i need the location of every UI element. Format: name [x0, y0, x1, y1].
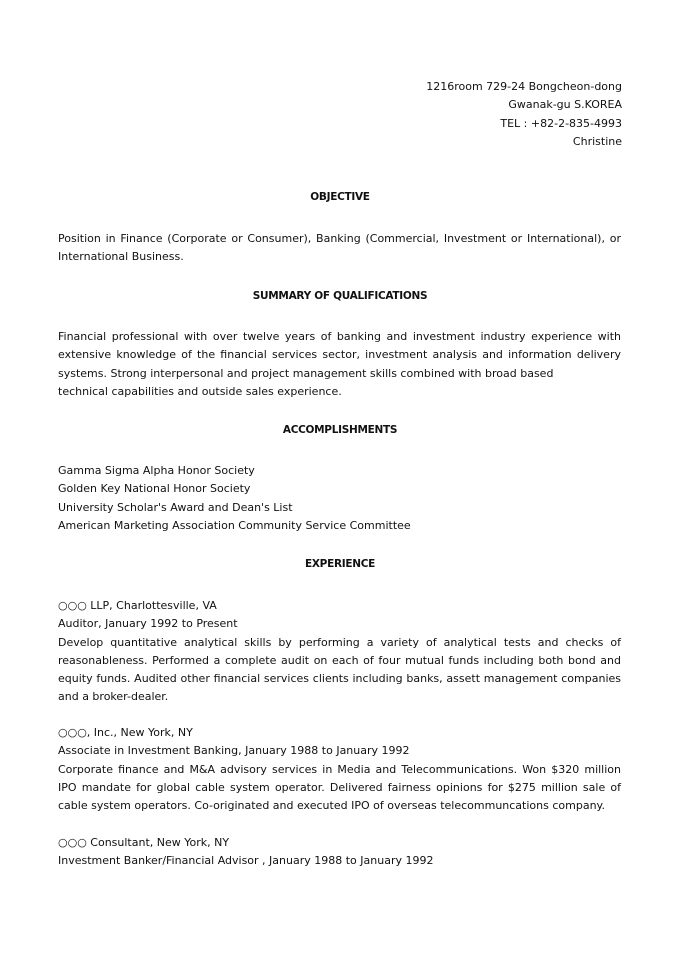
job-role: Investment Banker/Financial Advisor , January 1988 to January 1992: [58, 854, 434, 868]
summary-line: extensive knowledge of the financial services sector, investment analysis and information delivery: [58, 348, 621, 362]
objective-heading: OBJECTIVE: [310, 191, 370, 203]
summary-text: [58, 328, 621, 401]
candidate-name: Christine: [572, 134, 622, 148]
job-description-line: IPO mandate for global cable system operator. Delivered fairness opinions for $275 million sale of: [58, 780, 621, 794]
summary-heading: SUMMARY OF QUALIFICATIONS: [252, 290, 428, 302]
job-entry: [58, 834, 621, 871]
experience-heading: EXPERIENCE: [305, 558, 375, 570]
accomplishment-item: Golden Key National Honor Society: [58, 482, 251, 496]
job-entry: [58, 724, 621, 815]
accomplishment-item: University Scholar's Award and Dean's List: [58, 500, 293, 514]
job-description-line: Develop quantitative analytical skills by performing a variety of analytical tests and checks of: [58, 635, 621, 649]
accomplishments-list: [58, 462, 621, 535]
objective-line: International Business.: [58, 250, 184, 264]
objective-text: [58, 230, 621, 267]
job-description-line: reasonableness. Performed a complete audit on each of four mutual funds including both bond and: [58, 653, 621, 667]
job-description-line: Corporate finance and M&A advisory services in Media and Telecommunications. Won $320 million: [58, 762, 621, 776]
phone-number: TEL : +82-2-835-4993: [500, 116, 622, 130]
accomplishment-item: American Marketing Association Community Service Committee: [58, 518, 411, 532]
job-company: ○○○ LLP, Charlottesville, VA: [58, 599, 217, 612]
accomplishment-item: Gamma Sigma Alpha Honor Society: [58, 464, 255, 477]
address-line-1: 1216room 729-24 Bongcheon-dong: [426, 80, 622, 93]
job-description-line: and a broker-dealer.: [58, 690, 169, 704]
address-line-2: Gwanak-gu S.KOREA: [508, 98, 622, 112]
job-role: Associate in Investment Banking, January 1988 to January 1992: [58, 744, 410, 758]
job-role: Auditor, January 1992 to Present: [58, 617, 238, 631]
job-entry: [58, 597, 621, 707]
accomplishments-heading: ACCOMPLISHMENTS: [282, 424, 398, 436]
job-company: ○○○ Consultant, New York, NY: [58, 836, 230, 849]
job-description-line: equity funds. Audited other financial services clients including banks, assett management companies: [58, 672, 621, 686]
contact-address: [426, 78, 622, 151]
objective-line: Position in Finance (Corporate or Consumer), Banking (Commercial, Investment or International), or: [58, 232, 621, 245]
summary-line: Financial professional with over twelve years of banking and investment industry experience with: [58, 330, 621, 343]
job-company: ○○○, Inc., New York, NY: [58, 726, 193, 739]
summary-line: systems. Strong interpersonal and project management skills combined with broad based: [58, 366, 554, 380]
job-description-line: cable system operators. Co-originated and executed IPO of overseas telecommuncations company.: [58, 799, 605, 813]
summary-line: technical capabilities and outside sales experience.: [58, 384, 342, 398]
